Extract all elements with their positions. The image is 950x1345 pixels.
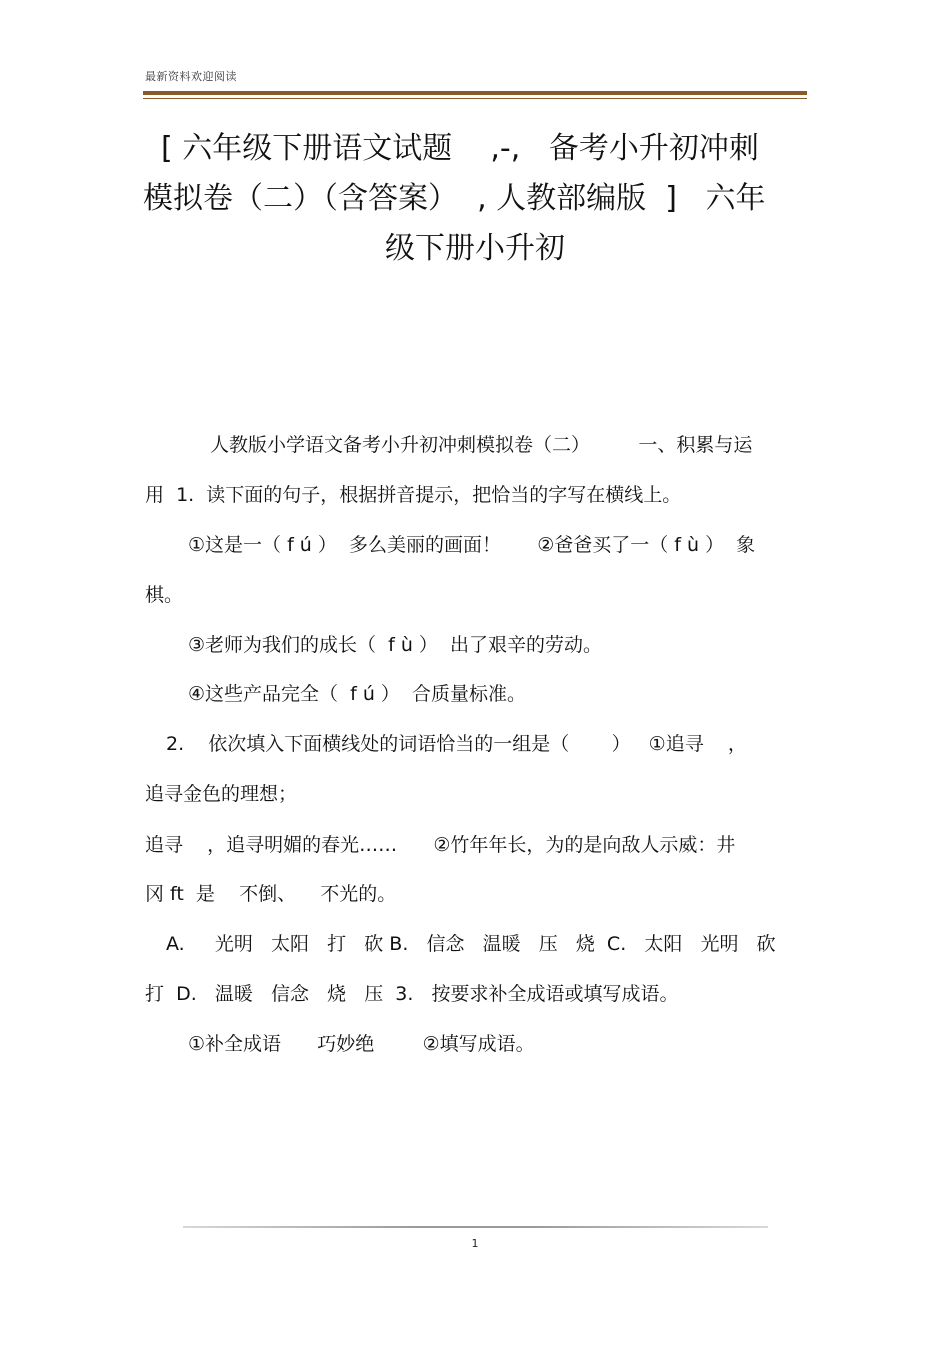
title-line-3: 级下册小升初 <box>385 231 565 266</box>
body-line: 人教版小学语文备考小升初冲刺模拟卷（二） 一、积累与运 <box>210 434 753 456</box>
body-line: 冈 ft 是 不倒、 不光的。 <box>145 883 397 905</box>
page-number: 1 <box>471 1237 479 1250</box>
body-line: 2. 依次填入下面横线处的词语恰当的一组是（ ） ①追寻 ， <box>166 733 747 755</box>
body-line: ③老师为我们的成长（ f ù ） 出了艰辛的劳动。 <box>188 634 603 656</box>
body-line: ①这是一（ f ú ） 多么美丽的画面！ ②爸爸买了一（ f ù ） 象 <box>188 534 756 556</box>
body-line: 追寻金色的理想； <box>145 783 298 805</box>
running-header: 最新资料欢迎阅读 <box>145 70 237 83</box>
title-line-2: 模拟卷（二）（含答案） , 人教部编版 ] 六年 <box>143 181 766 216</box>
document-title <box>143 124 807 274</box>
body-line: 追寻 ，追寻明媚的春光…… ②竹年年长，为的是向敌人示威：井 <box>145 834 736 856</box>
body-line: 用 1. 读下面的句子，根据拼音提示，把恰当的字写在横线上。 <box>145 484 682 506</box>
body-line: ④这些产品完全（ f ú ） 合质量标准。 <box>188 683 527 705</box>
header-rule-thin <box>143 98 807 99</box>
footer-rule <box>183 1226 768 1228</box>
body-line: 打 D. 温暖 信念 烧 压 3. 按要求补全成语或填写成语。 <box>145 983 679 1005</box>
body-line: ①补全成语 巧妙绝 ②填写成语。 <box>188 1033 535 1055</box>
title-line-1: [ 六年级下册语文试题 ,-, 备考小升初冲刺 <box>161 131 759 166</box>
body-line: A. 光明 太阳 打 砍 B. 信念 温暖 压 烧 C. 太阳 光明 砍 <box>166 933 776 955</box>
header-rule <box>143 91 807 95</box>
body-line: 棋。 <box>145 584 184 606</box>
